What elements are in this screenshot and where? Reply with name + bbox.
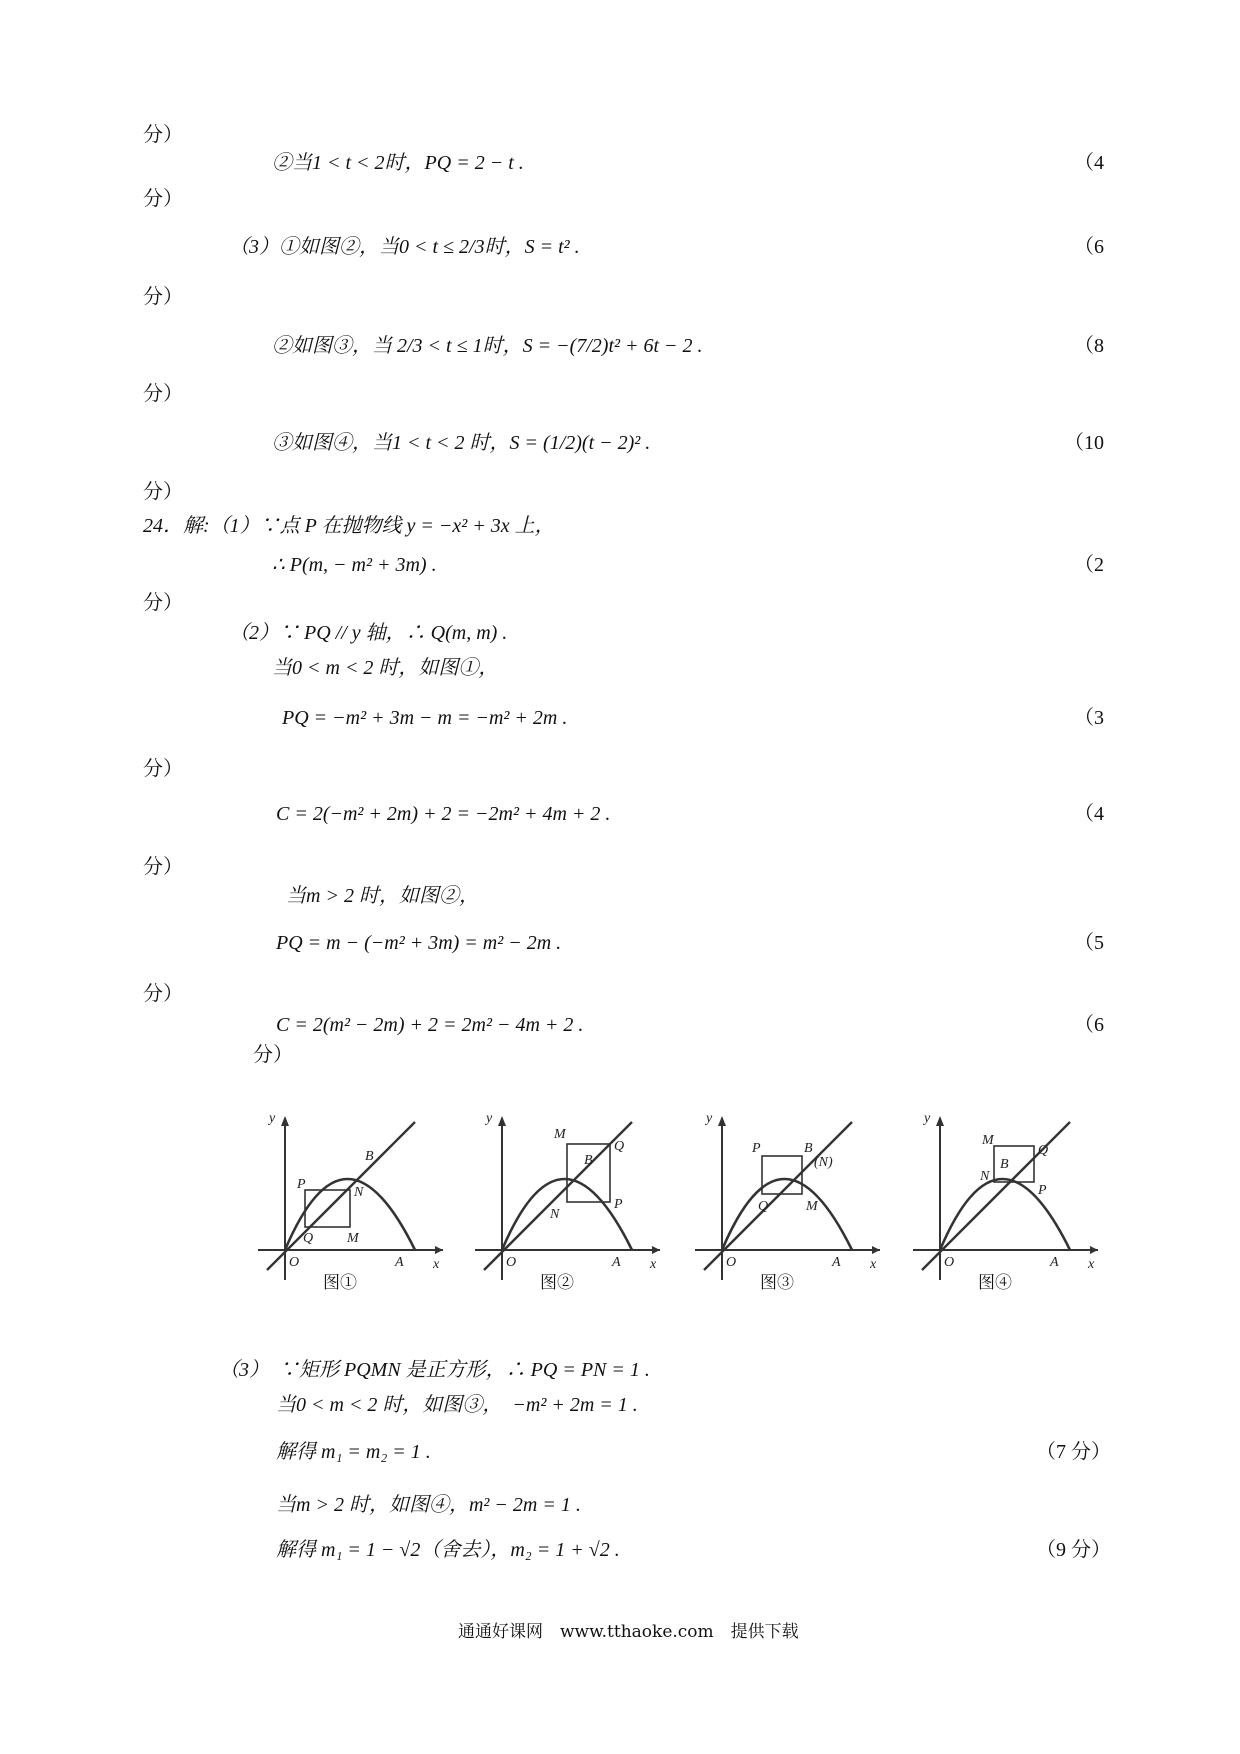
text-line: 分） [143,381,183,405]
point-p-label: P [297,1177,306,1192]
score-marker: （4 [1074,803,1104,825]
y-axis-label: y [486,1111,493,1126]
text-line: 当m > 2 时，如图④，m² − 2m = 1 . [276,1494,581,1516]
x-axis-label: x [433,1257,440,1272]
point-b-label: B [1000,1157,1009,1172]
text-line: 当m > 2 时，如图②， [286,885,479,907]
text-line: （3）①如图②，当0 < t ≤ 2/3时，S = t² . [229,236,580,258]
score-marker: （6 [1074,236,1104,258]
point-q-label: Q [614,1139,625,1154]
point-p-label: P [614,1197,623,1212]
text-line: （2）∵ PQ // y 轴，∴ Q(m, m) . [229,622,508,644]
figure-4-graph [910,1108,1110,1288]
figure-caption: 图③ [760,1273,794,1293]
score-marker: （8 [1074,335,1104,357]
text-line: 24．解:（1）∵点 P 在抛物线 y = −x² + 3x 上， [143,515,555,537]
text-line: 当0 < m < 2 时，如图③， −m² + 2m = 1 . [276,1394,638,1416]
figure-caption: 图② [540,1273,574,1293]
point-p-label: P [752,1141,761,1156]
point-m-label: M [347,1231,359,1246]
figure-3-graph [692,1108,892,1288]
point-n-label: N [354,1185,364,1200]
text-line: 分） [143,854,183,878]
x-axis-label: x [870,1257,877,1272]
score-marker: （4 [1074,152,1104,174]
text-line: C = 2(m² − 2m) + 2 = 2m² − 4m + 2 . [276,1014,584,1036]
figure-2-graph [472,1108,672,1288]
text-line: C = 2(−m² + 2m) + 2 = −2m² + 4m + 2 . [276,803,611,825]
x-axis-label: x [650,1257,657,1272]
origin-label: O [944,1255,955,1270]
figure-caption: 图④ [978,1273,1012,1293]
text-line: ③如图④，当1 < t < 2 时，S = (1/2)(t − 2)² . [272,432,651,454]
y-axis-label: y [269,1111,276,1126]
text-line: （3） ∵矩形 PQMN 是正方形，∴ PQ = PN = 1 . [219,1359,650,1381]
figure-1 [255,1108,455,1293]
text-line: ②如图③，当 2/3 < t ≤ 1时，S = −(7/2)t² + 6t − 2 . [272,335,703,357]
text-line: ∴ P(m, − m² + 3m) . [272,554,437,576]
origin-label: O [289,1255,300,1270]
y-axis-label: y [924,1111,931,1126]
score-marker: （2 [1074,554,1104,576]
text-line: 当0 < m < 2 时，如图①， [272,657,499,679]
text-line: 分） [143,981,183,1005]
point-n-label: (N) [814,1155,833,1170]
x-axis-label: x [1088,1257,1095,1272]
score-marker: （10 [1064,432,1104,454]
text-line: 分） [143,479,183,503]
score-marker: （7 分） [1036,1441,1111,1463]
page-footer: 通通好课网 www.tthaoke.com 提供下载 [458,1622,799,1642]
point-a-label: A [612,1255,621,1270]
figure-1-graph [255,1108,455,1288]
point-m-label: M [806,1199,818,1214]
point-a-label: A [1050,1255,1059,1270]
point-m-label: M [554,1127,566,1142]
point-q-label: Q [1038,1143,1049,1158]
text-line: 分） [143,186,183,210]
text-line: 分） [143,284,183,308]
point-n-label: N [550,1207,560,1222]
point-a-label: A [395,1255,404,1270]
figure-caption: 图① [323,1273,357,1293]
text-line: 分） [143,590,183,614]
text-line: ②当1 < t < 2时，PQ = 2 − t . [272,152,524,174]
point-m-label: M [982,1133,994,1148]
point-b-label: B [584,1153,593,1168]
figure-2 [472,1108,672,1293]
origin-label: O [506,1255,517,1270]
score-marker: （6 [1074,1014,1104,1036]
text-line: PQ = −m² + 3m − m = −m² + 2m . [282,707,568,729]
text-line: 分） [253,1042,293,1066]
point-q-label: Q [303,1231,314,1246]
score-marker: （9 分） [1036,1539,1111,1561]
point-p-label: P [1038,1183,1047,1198]
figure-4 [910,1108,1110,1293]
score-marker: （3 [1074,707,1104,729]
point-n-label: N [980,1169,990,1184]
point-b-label: B [804,1141,813,1156]
text-line: 解得 m₁ = m₂ = 1 . [276,1441,431,1463]
point-b-label: B [365,1149,374,1164]
figure-3 [692,1108,892,1293]
text-line: 分） [143,122,183,146]
y-axis-label: y [706,1111,713,1126]
text-line: PQ = m − (−m² + 3m) = m² − 2m . [276,932,562,954]
score-marker: （5 [1074,932,1104,954]
origin-label: O [726,1255,737,1270]
point-a-label: A [832,1255,841,1270]
point-q-label: Q [758,1199,769,1214]
text-line: 分） [143,756,183,780]
text-line: 解得 m₁ = 1 − √2（舍去），m₂ = 1 + √2 . [276,1539,620,1561]
